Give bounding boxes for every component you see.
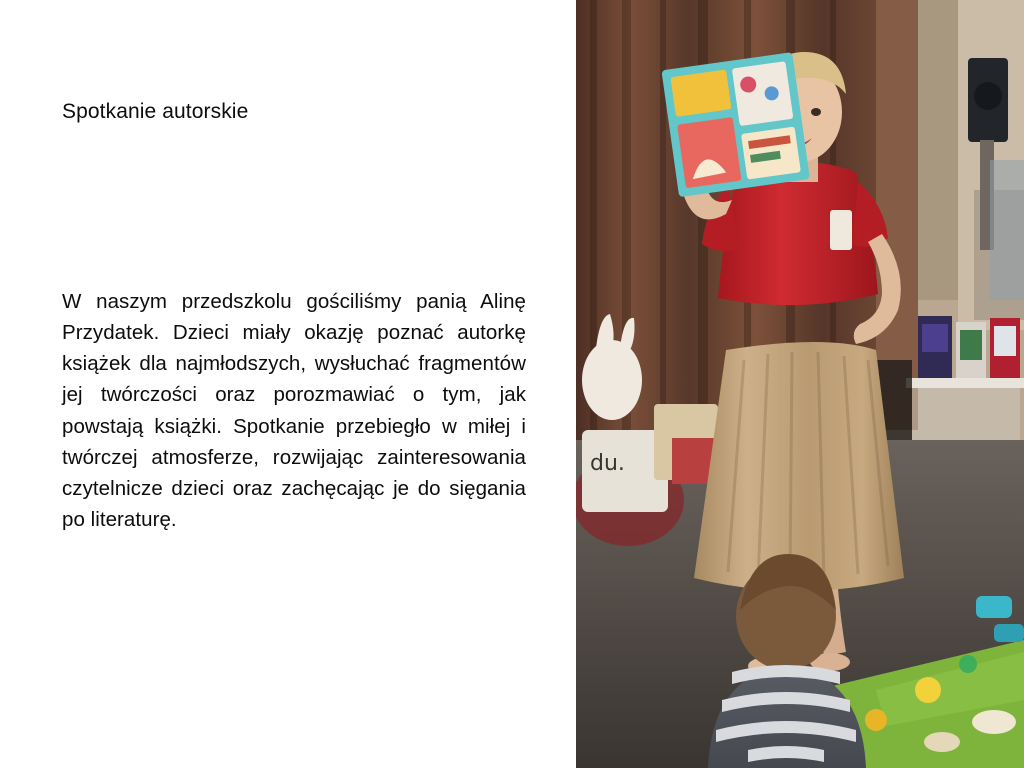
body-paragraph: W naszym przedszkolu gościliśmy panią Alinę Przydatek. Dzieci miały okazję poznać autorkę książek dla najmłodszych, wysłuchać fragmentów jej twórczości oraz porozmawiać o tym, jak powstają książki. Spotkanie przebiegło w miłej i twórczej atmosferze, rozwijając zainteresowania czytelnicze dzieci oraz zachęcając je do sięgania po literaturę. bbox=[62, 290, 526, 532]
photo-illustration bbox=[576, 0, 1024, 768]
photo-author-meeting bbox=[576, 0, 1024, 768]
page-title: Spotkanie autorskie bbox=[62, 100, 249, 123]
svg-text:du.: du. bbox=[590, 451, 625, 476]
